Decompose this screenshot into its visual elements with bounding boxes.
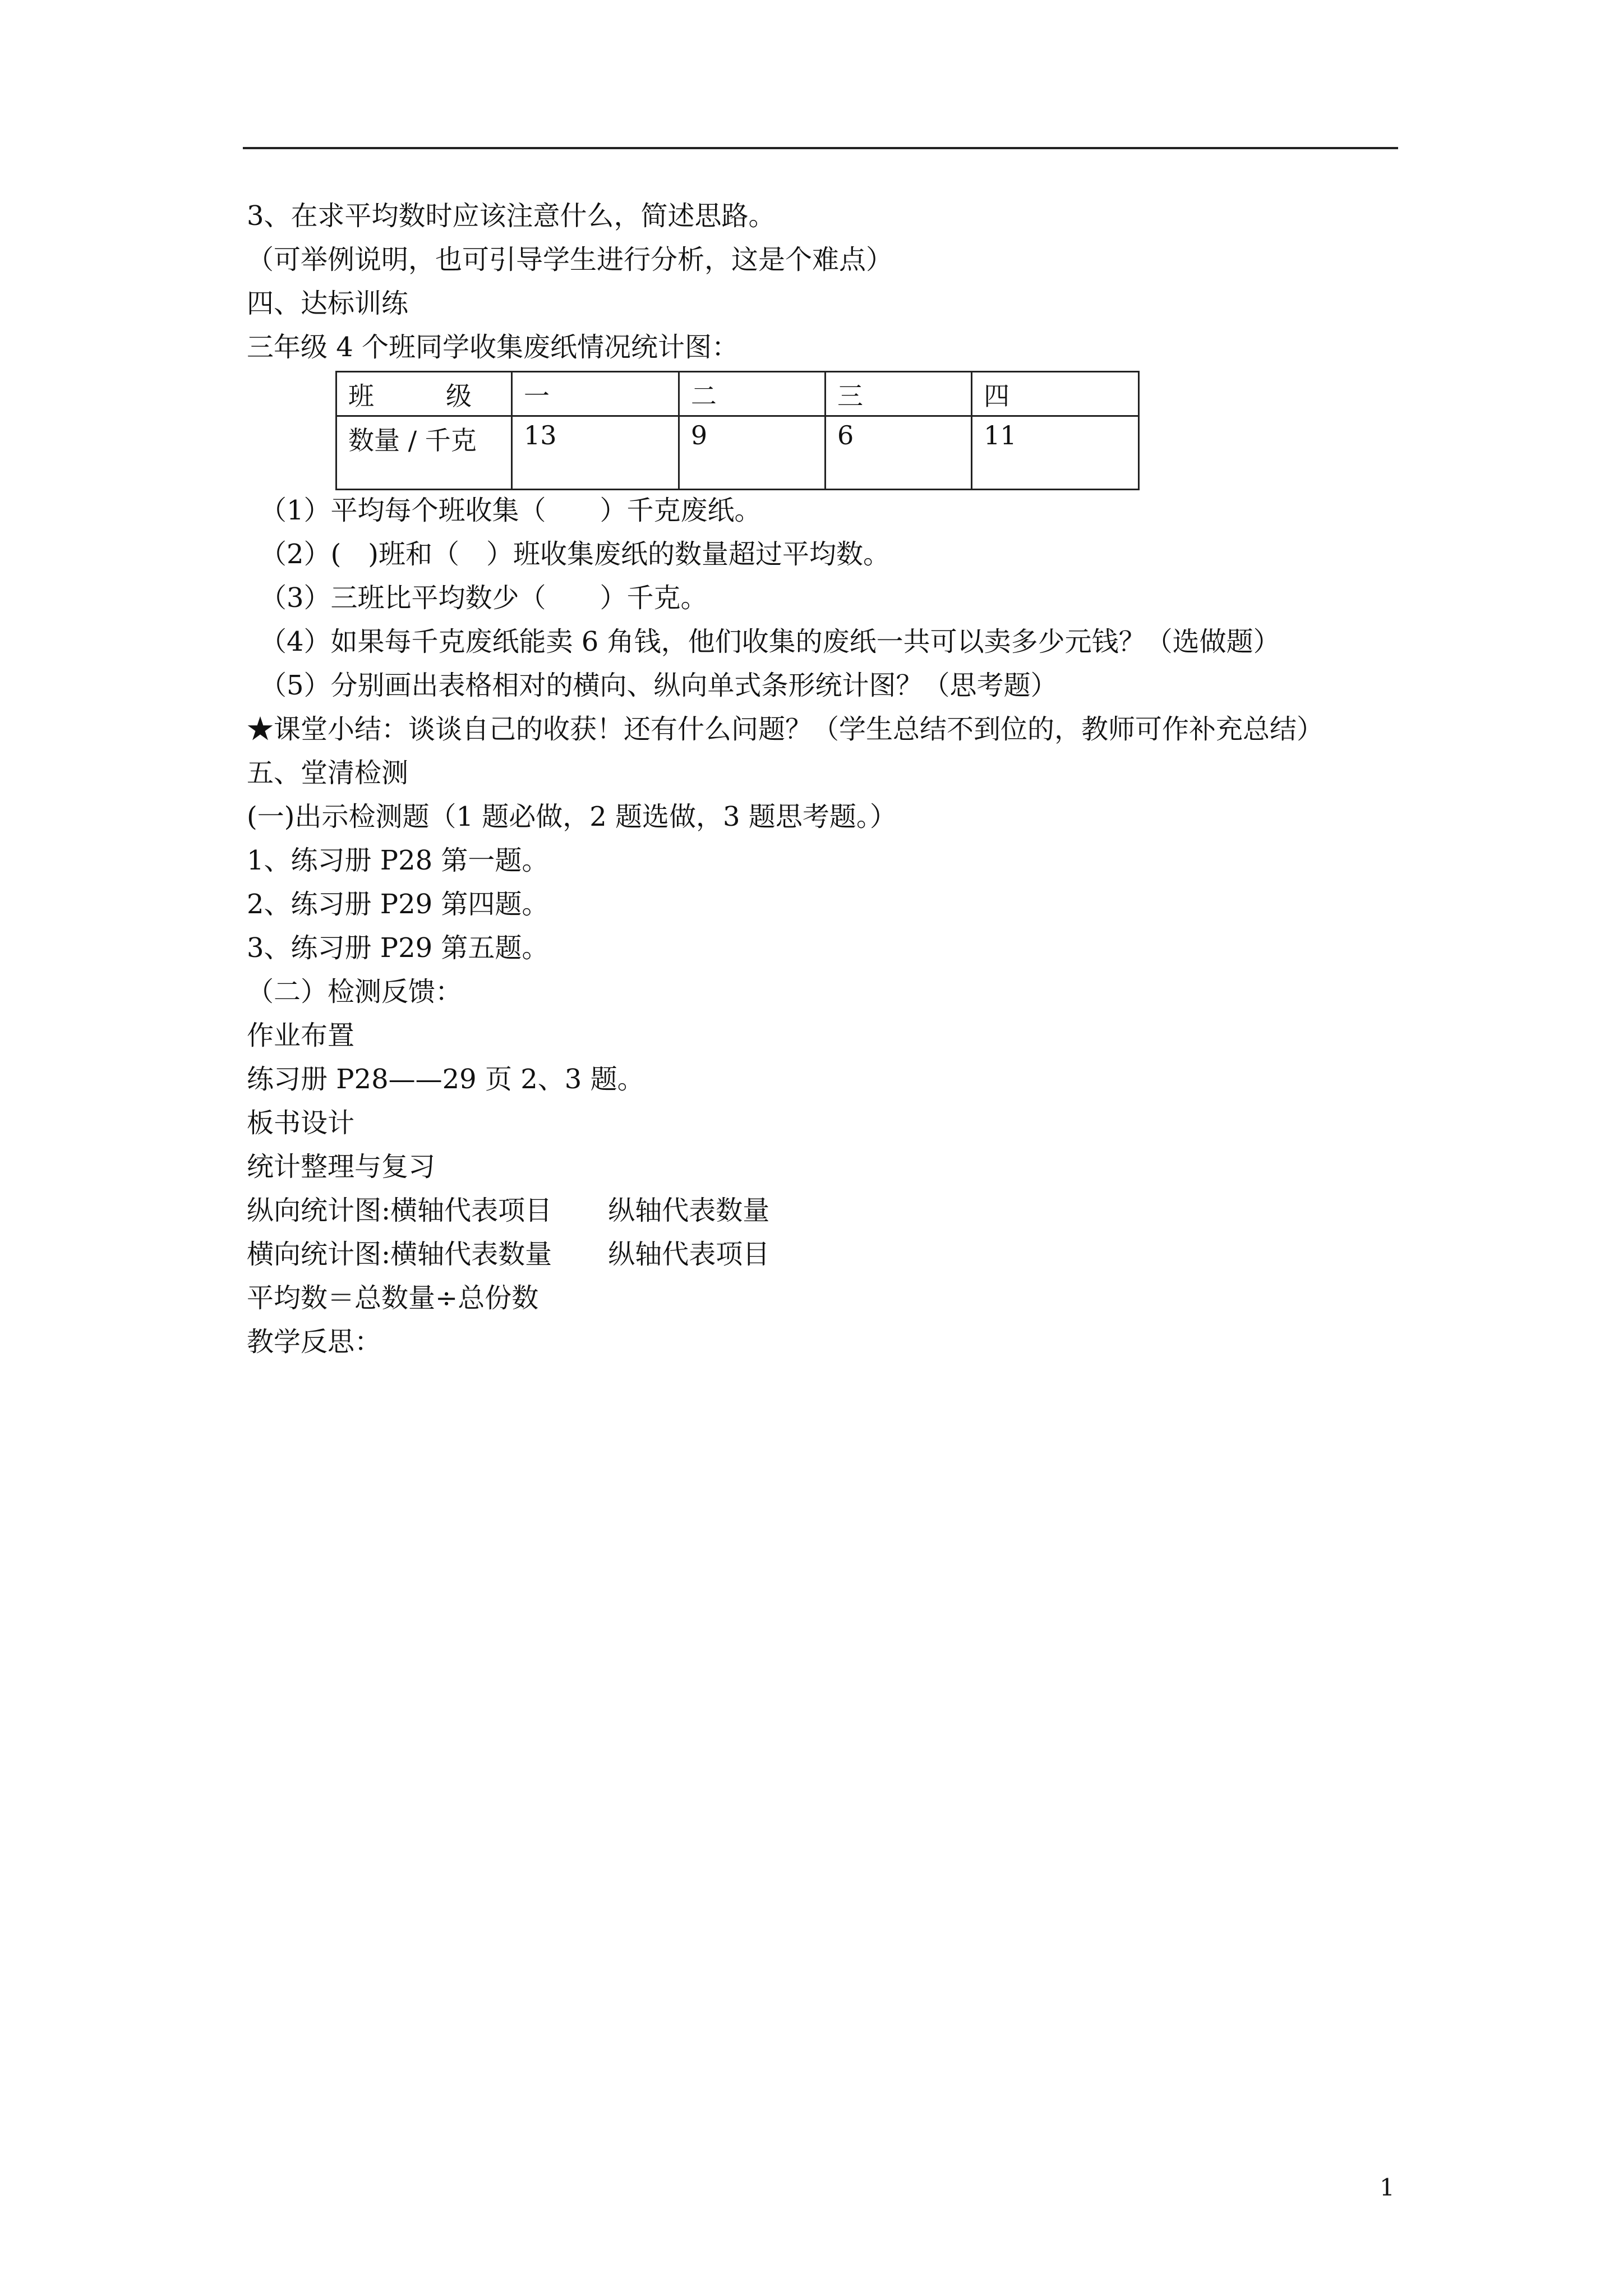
section-heading-practice: 四、达标训练 [247,288,409,319]
question-4: （4）如果每千克废纸能卖 6 角钱，他们收集的废纸一共可以卖多少元钱？（选做题） [260,626,1280,657]
table-cell-quantity-2: 9 [679,416,825,490]
class-summary: ★课堂小结：谈谈自己的收获！还有什么问题？（学生总结不到位的，教师可作补充总结） [247,714,1324,745]
check-feedback: （二）检测反馈： [247,976,463,1007]
header-rule [243,147,1398,149]
table-cell-class-3: 三 [825,372,971,416]
section-heading-check: 五、堂清检测 [247,757,409,789]
table-cell-quantity-4: 11 [972,416,1139,490]
board-line-vertical-left: 纵向统计图:横轴代表项目 [247,1195,552,1226]
question-3: （3）三班比平均数少（ ）千克。 [260,582,708,614]
question-5: （5）分别画出表格相对的横向、纵向单式条形统计图？（思考题） [260,670,1058,701]
board-line-horizontal-left: 横向统计图:横轴代表数量 [247,1239,552,1270]
question-2: （2）( )班和（ ）班收集废纸的数量超过平均数。 [260,539,890,570]
page-number: 1 [1380,2174,1395,2201]
homework-heading: 作业布置 [247,1020,355,1051]
board-line-vertical [247,1194,769,1227]
table-row-quantity [336,416,1139,490]
teaching-note: （可举例说明，也可引导学生进行分析，这是个难点） [247,244,893,275]
board-title: 统计整理与复习 [247,1151,436,1182]
board-line-horizontal-right: 纵轴代表项目 [608,1239,770,1270]
table-header-quantity: 数量 / 千克 [336,416,512,490]
check-item-2: 2、练习册 P29 第四题。 [247,889,549,920]
check-item-1: 1、练习册 P28 第一题。 [247,845,549,876]
homework-content: 练习册 P28——29 页 2、3 题。 [247,1064,644,1095]
board-design-heading: 板书设计 [247,1107,355,1139]
question-3-average: 3、在求平均数时应该注意什么，简述思路。 [247,200,776,232]
table-cell-class-2: 二 [679,372,825,416]
header-char-2: 级 [446,381,472,411]
board-line-vertical-right: 纵轴代表数量 [608,1195,770,1226]
table-row-class [336,372,1139,416]
table-caption: 三年级 4 个班同学收集废纸情况统计图： [247,332,739,363]
waste-paper-table [335,371,1140,490]
table-cell-quantity-3: 6 [825,416,971,490]
table-cell-class-1: 一 [512,372,679,416]
question-1: （1）平均每个班收集（ ）千克废纸。 [260,495,762,526]
table-cell-quantity-1: 13 [512,416,679,490]
average-formula: 平均数＝总数量÷总份数 [247,1282,539,1314]
teaching-reflection: 教学反思： [247,1326,382,1358]
table-header-class [336,372,512,416]
check-item-3: 3、练习册 P29 第五题。 [247,932,549,964]
header-char-1: 班 [348,381,374,411]
check-intro: (一)出示检测题（1 题必做，2 题选做，3 题思考题。） [247,801,897,832]
table-cell-class-4: 四 [972,372,1139,416]
board-line-horizontal [247,1237,769,1271]
